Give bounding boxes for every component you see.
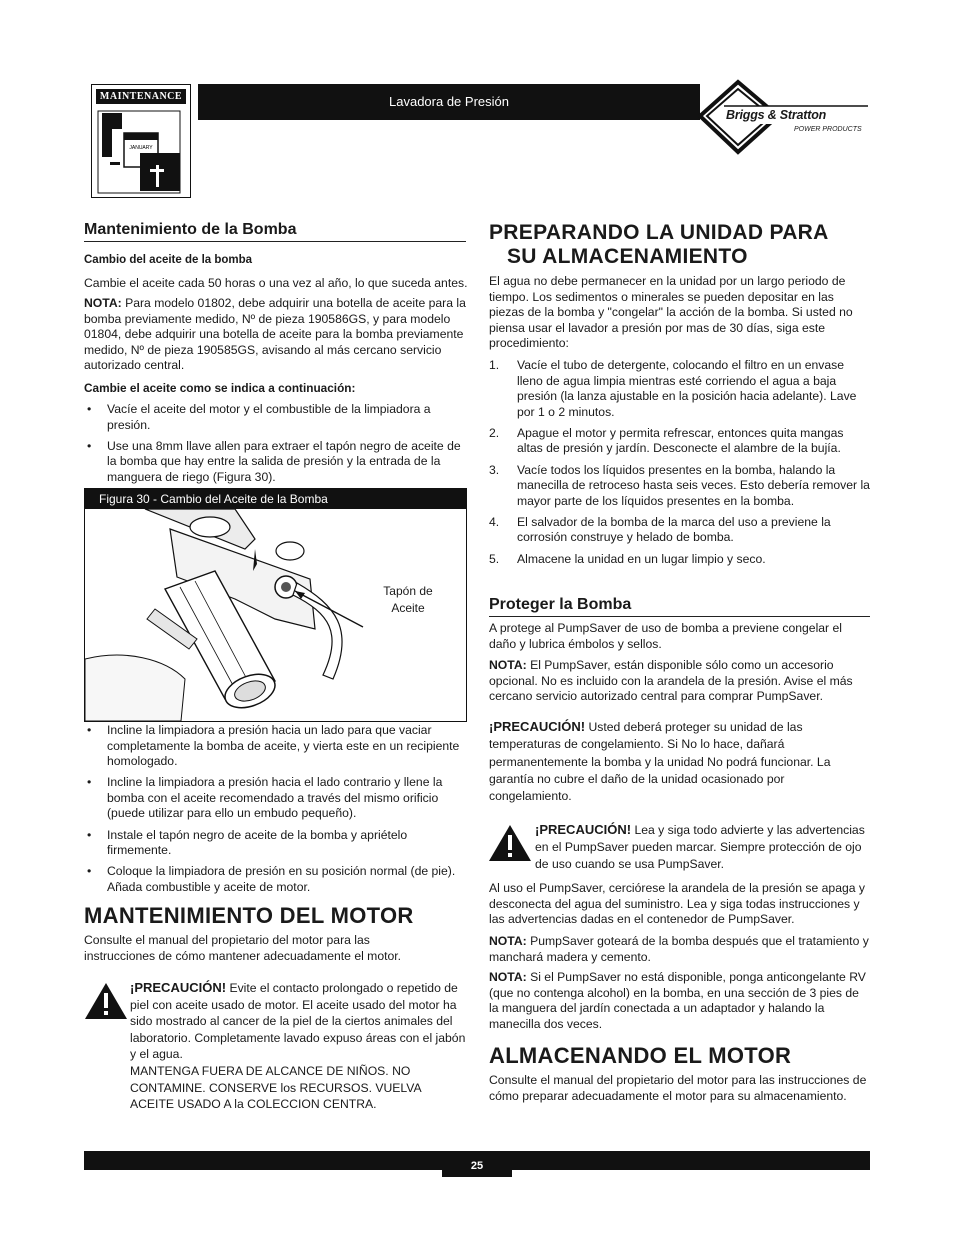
storage-heading-line2: SU ALMACENAMIENTO: [507, 245, 748, 268]
list-item: • Incline la limpiadora a presión hacia el lado contrario y llene la bomba con el aceite recomendado a través del mismo orificio (puede utilizar para ello un embudo pequeño).: [84, 775, 466, 822]
caution-text: Lea y siga todo advierte y las advertencias en el PumpSaver pueden marcar. Siempre protección de ojo de uso cuando se usa PumpSaver.: [535, 823, 865, 871]
svg-text:JANUARY: JANUARY: [129, 145, 153, 151]
list-item: • Vacíe el aceite del motor y el combustible de la limpiadora a presión.: [84, 402, 466, 433]
engine-storage-text: Consulte el manual del propietario del motor para las instrucciones de cómo preparar adecuadamente el motor para su almacenamiento.: [489, 1073, 867, 1103]
list-item: • Coloque la limpiadora de presión en su posición normal (de pie). Añada combustible y aceite de motor.: [84, 864, 466, 895]
antifreeze-note: [489, 970, 871, 1032]
list-item: [489, 515, 871, 546]
brand-sub: POWER PRODUCTS: [794, 126, 862, 133]
figure-caption: Figura 30 - Cambio del Aceite de la Bomba: [85, 489, 466, 509]
pump-oil-note: [84, 296, 466, 374]
heading-rule: [84, 241, 466, 242]
maintenance-label: MAINTENANCE: [96, 89, 186, 104]
pumpsaver-note: [489, 658, 871, 705]
protect-pump-text: A protege al PumpSaver de uso de bomba a previene congelar el daño y lubrica émbolos y sellos.: [489, 621, 842, 651]
document-title-bar: Lavadora de Presión: [198, 84, 700, 120]
step-text: Apague el motor y permita refrescar, entonces quita mangas altas de presión y jardín. Desconecte el alambre de la bujía.: [517, 425, 844, 456]
heading-rule: [489, 616, 870, 617]
storage-steps-list: [489, 358, 871, 573]
engine-oil-caution: [130, 980, 466, 1113]
motor-maintenance-heading: MANTENIMIENTO DEL MOTOR: [84, 903, 414, 928]
freeze-caution: [489, 718, 869, 805]
step-number: 4.: [489, 514, 500, 529]
motor-maintenance-text: Consulte el manual del propietario del motor para las instrucciones de cómo mantener adecuadamente el motor.: [84, 933, 402, 963]
step-number: 5.: [489, 551, 500, 566]
pumpsaver-drip-note: [489, 934, 871, 965]
note-text: Si el PumpSaver no está disponible, ponga anticongelante RV (que no contenga alcohol) en la bomba, en una sección de 3 pies de la manguera del jardín conectada a un adaptador y halando la manecilla dos veces.: [489, 970, 866, 1031]
note-label: NOTA:: [489, 658, 527, 672]
maintenance-badge: [91, 84, 191, 198]
step-number: 2.: [489, 425, 500, 440]
steps-before-list: [84, 402, 466, 491]
pumpsaver-caution: [535, 822, 870, 872]
caution-label: ¡PRECAUCIÓN!: [130, 980, 227, 995]
engine-storage-heading: ALMACENANDO EL MOTOR: [489, 1043, 792, 1068]
warning-triangle-icon: [488, 824, 532, 862]
note-text: El PumpSaver, están disponible sólo como un accesorio opcional. No es incluido con la arandela de la presión. Avise el más cercano servicio autorizado central para comprar PumpSaver.: [489, 658, 853, 704]
storage-heading-line1: PREPARANDO LA UNIDAD PARA: [489, 221, 829, 244]
pump-maintenance-heading: Mantenimiento de la Bomba: [84, 221, 297, 238]
callout-line2: Aceite: [391, 601, 425, 615]
storage-heading: [489, 221, 829, 269]
caution-label: ¡PRECAUCIÓN!: [535, 822, 632, 837]
list-item: [489, 358, 871, 420]
step-text: Vacíe el tubo de detergente, colocando el filtro en un envase lleno de agua limpia mientras esté corriendo el agua a baja presión (la lanza ajustable en la posición hacia adelante). Lave por 1 o 2 minutos.: [517, 358, 857, 419]
list-item: [489, 426, 871, 457]
callout-line1: Tapón de: [383, 584, 433, 598]
note-label: NOTA:: [489, 970, 527, 984]
list-item: • Instale el tapón negro de aceite de la bomba y apriételo firmemente.: [84, 828, 466, 859]
brand-name: Briggs & Stratton: [726, 108, 827, 122]
note-text: Para modelo 01802, debe adquirir una botella de aceite para la bomba previamente medido, Nº de pieza 190586GS, y para modelo 01804, debe adquirir una botella de aceite para la bomba previamente medido, Nº de pieza 190585GS, avisando al más cercano servicio autorizado central.: [84, 296, 466, 373]
list-item: • Incline la limpiadora a presión hacia un lado para que vaciar completamente la bomba de aceite, y vierta este en un recipiente homologado.: [84, 723, 466, 770]
steps-after-list: [84, 723, 466, 901]
caution-text: Usted deberá proteger su unidad de las temperaturas de congelamiento. Si No lo hace, dañará permanentemente la bomba y la unidad No podrá funcionar. La garantía no cubre el daño de la unidad ocasionado por congelamiento.: [489, 720, 831, 804]
storage-intro: El agua no debe permanecer en la unidad por un largo periodo de tiempo. Los sedimentos o minerales se pueden depositar en las piezas de la bomba y "congelar" la acción de la bomba. Si usted no piensa usar el lavador a presión por mas de 30 días, siga este procedimiento:: [489, 274, 853, 351]
protect-pump-heading: Proteger la Bomba: [489, 596, 632, 613]
step-text: Vacíe todos los líquidos presentes en la bomba, halando la manecilla de retroceso hasta seis veces. Esto debería remover la mayor parte de los líquidos presentes en la bomba.: [517, 462, 870, 508]
oil-change-heading: Cambio del aceite de la bomba: [84, 254, 253, 266]
note-label: NOTA:: [489, 934, 527, 948]
pumpsaver-usage-text: Al uso el PumpSaver, cerciórese la arandela de la presión se apaga y desconecta del agua del suministro. Lea y siga todas instrucciones y las advertencias dadas en el contenedor de PumpSaver.: [489, 881, 866, 927]
step-number: 3.: [489, 462, 500, 477]
list-item: [489, 463, 871, 510]
note-text: PumpSaver goteará de la bomba después que el tratamiento y manchará madera y cemento.: [489, 934, 869, 964]
caution-label: ¡PRECAUCIÓN!: [489, 719, 586, 734]
list-item: [489, 552, 871, 568]
figure-callout-oil-plug: [363, 583, 453, 617]
warning-triangle-icon: [84, 982, 128, 1020]
list-item: • Use una 8mm llave allen para extraer el tapón negro de aceite de la bomba que hay entre la salida de presión y la entrada de la manguera de riego (Figura 30).: [84, 439, 466, 486]
figure-30: [84, 488, 467, 722]
step-number: 1.: [489, 358, 500, 372]
change-steps-heading: Cambie el aceite como se indica a continuación:: [84, 381, 356, 395]
caution-text: Evite el contacto prolongado o repetido de piel con aceite usado de motor. El aceite usado del motor ha sido mostrado al cancer de la piel de la ciertos animales del laboratorio. Completamente lavado expuso áreas con el jabón y el agua.: [130, 981, 466, 1062]
page-number: 25: [442, 1151, 512, 1177]
step-text: Almacene la unidad en un lugar limpio y seco.: [517, 551, 766, 566]
oil-change-text: Cambie el aceite cada 50 horas o una vez al año, lo que suceda antes.: [84, 276, 468, 290]
step-text: El salvador de la bomba de la marca del uso a previene la corrosión construye y helado de bomba.: [517, 514, 831, 545]
wrench-calendar-icon: [94, 107, 188, 197]
caution-caps: MANTENGA FUERA DE ALCANCE DE NIÑOS. NO CONTAMINE. CONSERVE los RECURSOS. VUELVA ACEITE USADO A la COLECCION CENTRA.: [130, 1063, 421, 1112]
briggs-stratton-logo: [698, 78, 870, 156]
note-label: NOTA:: [84, 296, 122, 310]
